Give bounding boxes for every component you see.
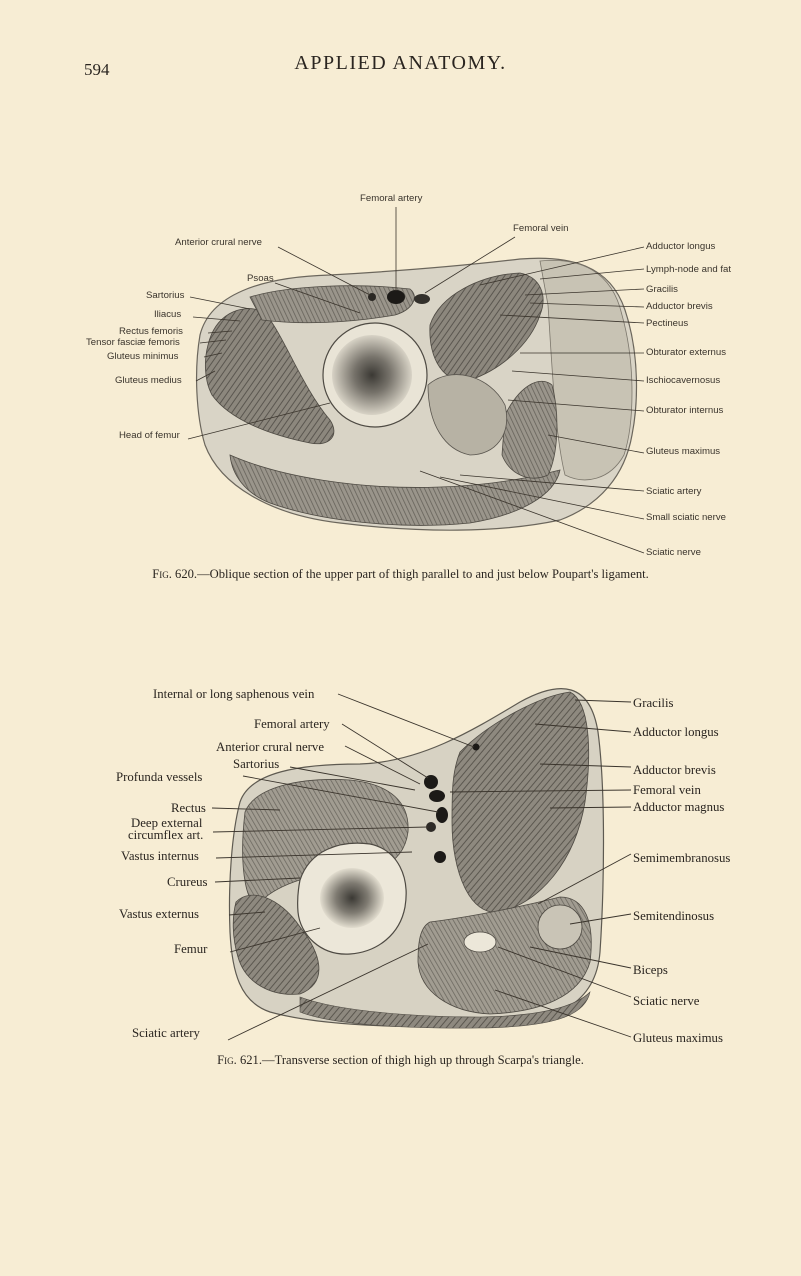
label-crureus: Crureus: [167, 875, 208, 889]
label-gluteus-medius: Gluteus medius: [115, 375, 182, 386]
label-adductor-longus-621: Adductor longus: [633, 725, 719, 739]
label-rectus-femoris: Rectus femoris: [119, 326, 183, 337]
figure-621-caption: [0, 1053, 801, 1068]
label-anterior-crural-nerve-621: Anterior crural nerve: [216, 740, 325, 754]
label-sartorius: Sartorius: [146, 290, 185, 301]
label-sciatic-nerve: Sciatic nerve: [646, 547, 701, 558]
label-gluteus-minimus: Gluteus minimus: [107, 351, 179, 362]
femoral-vein-vessel-621: [429, 790, 445, 802]
sciatic-nerve-section: [464, 932, 496, 952]
label-vastus-internus: Vastus internus: [121, 849, 199, 863]
label-sciatic-artery-621: Sciatic artery: [132, 1026, 200, 1040]
femoral-artery-vessel: [387, 290, 405, 304]
label-gracilis: Gracilis: [646, 284, 678, 295]
label-ischiocavernosus: Ischiocavernosus: [646, 375, 721, 386]
figure-621-caption-label: Fig. 621.: [217, 1053, 262, 1067]
label-femoral-vein-621: Femoral vein: [633, 783, 701, 797]
label-obturator-internus: Obturator internus: [646, 405, 724, 416]
label-psoas: Psoas: [247, 273, 274, 284]
label-internal-saphenous-vein: Internal or long saphenous vein: [153, 687, 315, 701]
label-rectus: Rectus: [171, 801, 206, 815]
semitendinosus-section: [538, 905, 582, 949]
label-obturator-externus: Obturator externus: [646, 347, 726, 358]
sciatic-artery-vessel: [434, 851, 446, 863]
figure-620-caption-label: Fig. 620.: [152, 567, 198, 581]
figure-621: [0, 672, 801, 1072]
label-femur: Femur: [174, 942, 208, 956]
label-deep-external-1: Deep external: [131, 816, 203, 830]
running-head: APPLIED ANATOMY.: [294, 52, 507, 74]
label-anterior-crural-nerve: Anterior crural nerve: [175, 237, 262, 248]
label-adductor-magnus: Adductor magnus: [633, 800, 725, 814]
label-femoral-artery: Femoral artery: [360, 193, 423, 204]
label-biceps: Biceps: [633, 963, 668, 977]
label-lymph-node-and-fat: Lymph-node and fat: [646, 264, 731, 275]
page-number: 594: [84, 60, 110, 79]
figure-620: [0, 185, 801, 585]
figure-620-caption: [0, 567, 801, 582]
femur-cancellous-bone: [332, 335, 412, 415]
label-sartorius-621: Sartorius: [233, 757, 280, 771]
figure-620-caption-text: —Oblique section of the upper part of thigh parallel to and just below Poupart's ligament.: [197, 567, 649, 581]
label-semimembranosus: Semimembranosus: [633, 851, 731, 865]
profunda-vessel: [436, 807, 448, 823]
label-deep-external-2: circumflex art.: [128, 828, 204, 842]
label-tensor-fasciae-femoris: Tensor fasciæ femoris: [86, 337, 180, 348]
label-profunda-vessels: Profunda vessels: [116, 770, 203, 784]
label-femoral-vein: Femoral vein: [513, 223, 569, 234]
label-sciatic-nerve-621: Sciatic nerve: [633, 994, 700, 1008]
label-pectineus: Pectineus: [646, 318, 689, 329]
label-adductor-brevis: Adductor brevis: [646, 301, 713, 312]
label-adductor-longus: Adductor longus: [646, 241, 716, 252]
label-femoral-artery-621: Femoral artery: [254, 717, 330, 731]
femoral-vein-vessel: [414, 294, 430, 304]
label-adductor-brevis-621: Adductor brevis: [633, 763, 716, 777]
label-head-of-femur: Head of femur: [119, 430, 180, 441]
label-small-sciatic-nerve: Small sciatic nerve: [646, 512, 726, 523]
label-gluteus-maximus: Gluteus maximus: [646, 446, 721, 457]
label-sciatic-artery: Sciatic artery: [646, 486, 702, 497]
figure-621-caption-text: —Transverse section of thigh high up through Scarpa's triangle.: [262, 1053, 584, 1067]
label-vastus-externus: Vastus externus: [119, 907, 199, 921]
femur-marrow: [320, 868, 384, 928]
label-gluteus-maximus-621: Gluteus maximus: [633, 1031, 723, 1045]
label-gracilis-621: Gracilis: [633, 696, 674, 710]
label-semitendinosus: Semitendinosus: [633, 909, 715, 923]
label-iliacus: Iliacus: [154, 309, 182, 320]
